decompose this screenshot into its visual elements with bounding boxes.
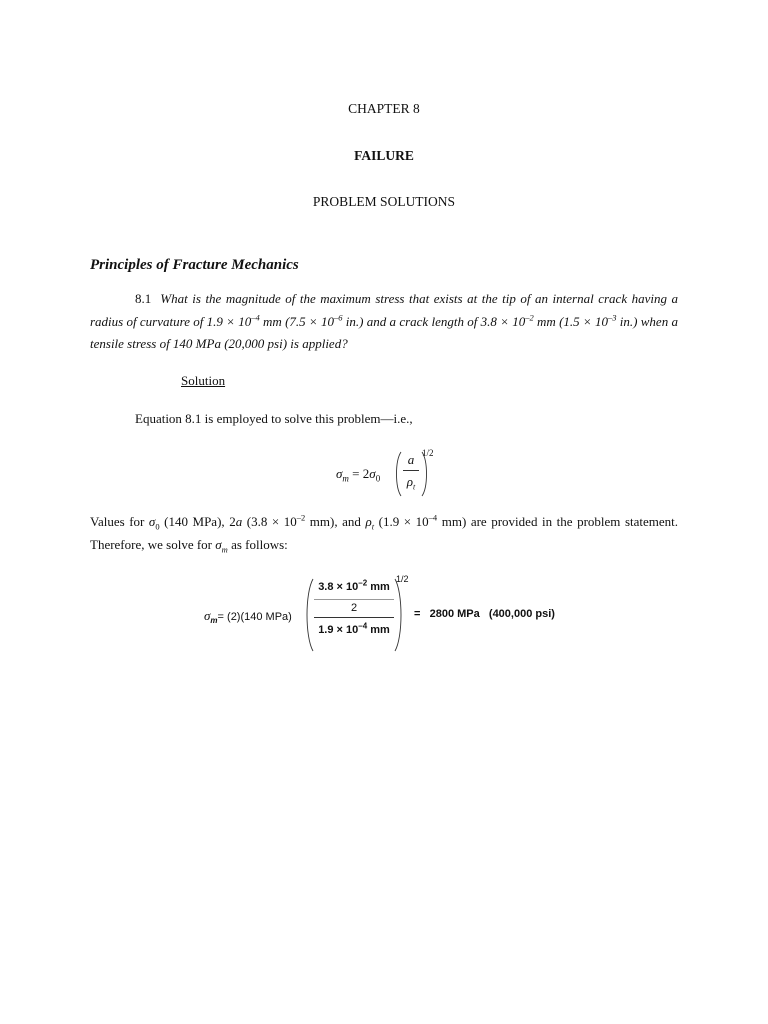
eq1-fraction	[403, 452, 419, 492]
solution-intro: Equation 8.1 is employed to solve this problem—i.e.,	[135, 411, 413, 426]
eq1-numerator: a	[407, 452, 415, 467]
question-text-4: mm (1.5 × 10	[533, 313, 608, 329]
eq2-right-paren	[393, 578, 405, 652]
question-text-2: mm (7.5 × 10	[259, 313, 334, 329]
eq1-lhs	[336, 466, 380, 482]
eq2-sub-m: m	[210, 616, 218, 626]
problem-statement	[90, 288, 678, 356]
eq2-exponent: 1/2	[396, 574, 409, 584]
eq2-den-exp: –4	[358, 621, 368, 631]
eq2-lhs	[204, 608, 292, 624]
chapter-subtitle: PROBLEM SOLUTIONS	[312, 194, 456, 209]
question-exp-1: –4	[251, 312, 260, 323]
question-exp-3: –2	[525, 312, 534, 323]
values-sub-m: m	[221, 544, 228, 555]
question-exp-4: –3	[608, 312, 617, 323]
eq1-sub-0: 0	[375, 473, 381, 484]
eq1-equals: = 2	[352, 466, 370, 481]
question-text-5: in.) when a tensile stress of 140 MPa (20,000 psi) is applied?	[90, 313, 678, 351]
section-heading: Principles of Fracture Mechanics	[90, 257, 299, 273]
values-text-5: (1.9 × 10	[374, 514, 429, 529]
eq1-sigma-m: σ	[336, 466, 343, 481]
eq2-sigma-m: σ	[204, 608, 211, 623]
eq1-sub-m: m	[342, 473, 349, 484]
values-text-7: as follows:	[227, 536, 288, 552]
equation-solution	[204, 574, 584, 654]
eq2-numerator-top	[314, 580, 394, 594]
eq2-result: = 2800 MPa (400,000 psi)	[414, 608, 555, 620]
values-exp-2: –4	[428, 512, 438, 523]
eq1-left-paren	[393, 451, 403, 497]
eq1-sub-t: t	[413, 482, 416, 492]
eq2-num-unit: mm	[367, 581, 390, 593]
chapter-label: CHAPTER 8	[348, 101, 420, 116]
values-text-4: mm), and	[305, 514, 366, 529]
eq2-main-bar	[314, 617, 394, 618]
values-rho: ρ	[365, 514, 372, 529]
question-text-1: What is the magnitude of the maximum stress that exists at the tip of an internal crack having a radius of curvature of 1.9 × 10	[90, 291, 679, 329]
eq2-inner-bar	[314, 599, 394, 600]
values-a: a	[235, 514, 243, 529]
values-sigma-0: σ	[148, 514, 156, 529]
values-paragraph	[90, 511, 678, 556]
eq2-num-value: 3.8 × 10	[318, 581, 359, 593]
problem-number: 8.1	[135, 291, 152, 306]
eq2-num-two: 2	[350, 602, 358, 614]
values-text-6: mm) are provided in the problem statement. Therefore, we solve for	[90, 514, 679, 552]
eq1-fraction-bar	[403, 470, 419, 471]
eq1-exponent: 1/2	[422, 448, 434, 458]
question-text-3: in.) and a crack length of 3.8 × 10	[342, 313, 526, 329]
chapter-title: FAILURE	[354, 148, 414, 163]
values-exp-1: –2	[296, 512, 306, 523]
eq2-den-unit: mm	[367, 624, 390, 636]
eq2-fraction	[314, 580, 394, 637]
values-sub-t: t	[371, 521, 375, 532]
solution-label: Solution	[181, 373, 226, 388]
values-text-2: (140 MPa), 2	[159, 514, 236, 529]
eq2-num-exp: –2	[358, 578, 368, 588]
problem-question	[90, 291, 678, 351]
values-text-3: (3.8 × 10	[242, 514, 297, 529]
eq2-denominator	[314, 623, 394, 637]
values-text-1: Values for	[90, 514, 149, 529]
eq1-sigma-0: σ	[369, 466, 376, 481]
eq2-middle: = (2)(140 MPa)	[217, 611, 292, 623]
equation-8-1	[336, 449, 456, 499]
eq1-rho: ρ	[406, 474, 413, 489]
question-exp-2: –6	[334, 312, 343, 323]
values-sigma-m: σ	[215, 536, 222, 552]
values-sub-0: 0	[155, 521, 160, 532]
eq1-denominator	[403, 474, 419, 492]
eq2-den-value: 1.9 × 10	[318, 624, 359, 636]
